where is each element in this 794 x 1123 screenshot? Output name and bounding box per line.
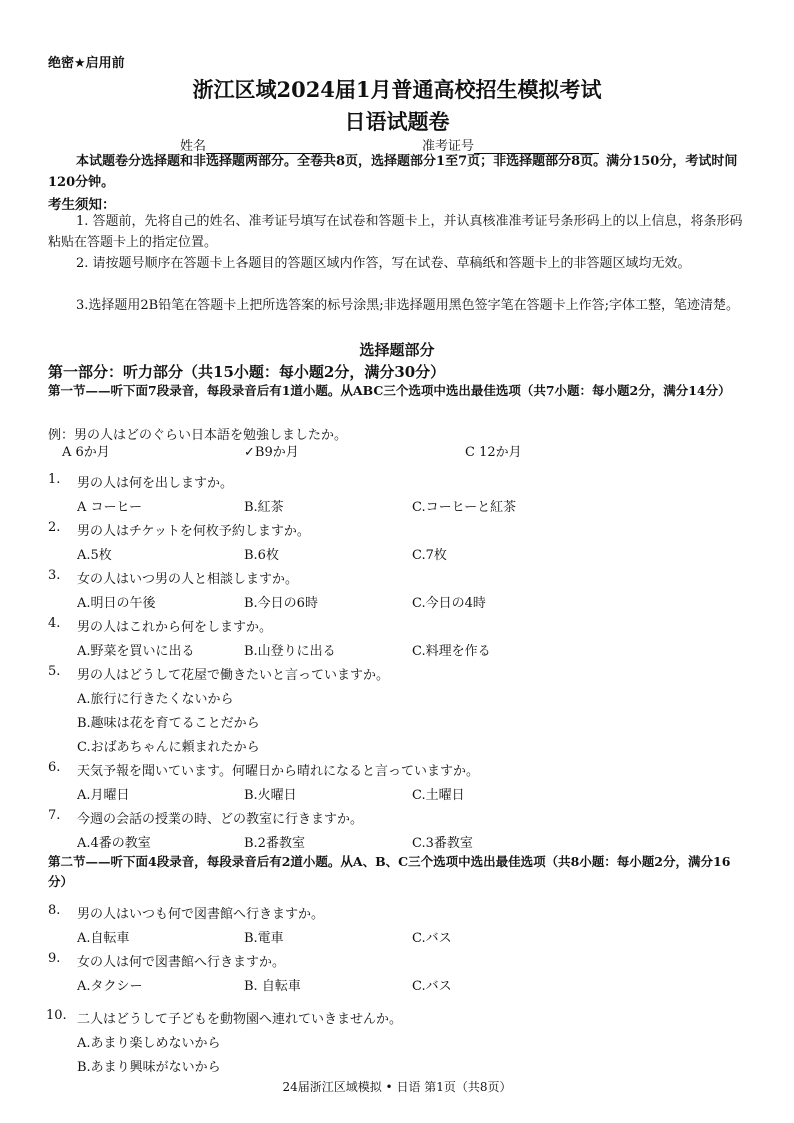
question-number: 1.	[48, 472, 61, 487]
answer-option: B.山登りに出る	[244, 644, 336, 659]
example-option: ✓B9か月	[244, 445, 299, 460]
answer-option: B.火曜日	[244, 788, 297, 803]
answer-option: A.タクシー	[77, 979, 143, 994]
answer-option: A.明日の午後	[77, 596, 156, 611]
answer-option: C.料理を作る	[412, 644, 491, 659]
question-text: 二人はどうして子どもを動物園へ連れていきませんか。	[77, 1012, 403, 1027]
answer-option: A.旅行に行きたくないから	[77, 692, 234, 707]
sec2-instruction: 第二节——听下面4段录音，每段录音后有2道小题。从A、B、C三个选项中选出最佳选项（共8小题：每小题2分，满分16分）	[48, 854, 731, 889]
question-number: 2.	[48, 520, 61, 535]
answer-option: C.おばあちゃんに頼まれたから	[77, 740, 260, 755]
question-text: 今週の会話の授業の時、どの教室に行きますか。	[77, 812, 364, 827]
answer-option: B.紅茶	[244, 500, 284, 515]
question-text: 天気予報を聞いています。何曜日から晴れになると言っていますか。	[77, 764, 479, 779]
answer-option: A.月曜日	[77, 788, 130, 803]
id-label: 准考证号	[422, 139, 475, 154]
answer-option: A.野菜を買いに出る	[77, 644, 195, 659]
answer-option: A.4番の教室	[77, 836, 151, 851]
question-number: 4.	[48, 616, 61, 631]
question-number: 7.	[48, 808, 61, 823]
question-number: 6.	[48, 760, 61, 775]
answer-option: B. 自転車	[244, 979, 301, 994]
question-text: 男の人はチケットを何枚予約しますか。	[77, 524, 310, 539]
question-number: 5.	[48, 664, 61, 679]
answer-option: C.7枚	[412, 548, 447, 563]
question-text: 男の人はどうして花屋で働きたいと言っていますか。	[77, 668, 390, 683]
question-number: 9.	[48, 951, 61, 966]
question-text: 男の人はこれから何をしますか。	[77, 620, 273, 635]
confidential-mark: 绝密★启用前	[48, 56, 125, 71]
answer-option: B.6枚	[244, 548, 279, 563]
question-number: 8.	[48, 903, 61, 918]
answer-option: B.2番教室	[244, 836, 305, 851]
example-option: C 12か月	[465, 445, 522, 460]
answer-option: C.コーヒーと紅茶	[412, 500, 517, 515]
exam-title: 浙江区域2024届1月普通高校招生模拟考试	[192, 77, 602, 102]
notice-item-2: 2. 请按题号顺序在答题卡上各题目的答题区域内作答，写在试卷、草稿纸和答题卡上的非答题区域均无效。	[76, 256, 691, 271]
example-option: A 6か月	[62, 445, 110, 460]
notice-item-1: 1. 答题前，先将自己的姓名、准考证号填写在试卷和答题卡上，并认真核准准考证号条形码上的以上信息，将条形码粘贴在答题卡上的指定位置。	[48, 214, 743, 250]
answer-option: B.電車	[244, 931, 284, 946]
answer-option: C.土曜日	[412, 788, 465, 803]
answer-option: B.趣味は花を育てることだから	[77, 716, 260, 731]
answer-option: A.あまり楽しめないから	[77, 1036, 221, 1051]
answer-option: C.バス	[412, 931, 452, 946]
notice-heading: 考生须知：	[48, 197, 116, 213]
answer-option: A.5枚	[77, 548, 112, 563]
question-text: 男の人はいつも何で図書館へ行きますか。	[77, 907, 325, 922]
answer-option: A コーヒー	[77, 500, 143, 515]
page-footer: 24届浙江区域模拟 • 日语 第1页（共8页）	[282, 1080, 512, 1094]
answer-option: B.あまり興味がないから	[77, 1060, 221, 1075]
answer-option: C.今日の4時	[412, 596, 486, 611]
notice-item-3: 3.选择题用2B铅笔在答题卡上把所选答案的标号涂黑;非选择题用黑色签字笔在答题卡上作答;字体工整，笔迹清楚。	[76, 298, 739, 313]
answer-option: A.自転車	[77, 931, 130, 946]
intro-text: 本试题卷分选择题和非选择题两部分。全卷共8页，选择题部分1至7页；非选择题部分8页。满分150分，考试时间120分钟。	[48, 154, 738, 190]
name-label: 姓名	[180, 139, 207, 154]
question-text: 男の人は何を出しますか。	[77, 476, 234, 491]
part1-title: 第一部分：听力部分（共15小题：每小题2分，满分30分）	[48, 363, 446, 381]
answer-option: C.3番教室	[412, 836, 473, 851]
question-number: 10.	[46, 1008, 67, 1023]
example-question: 例：男の人はどのぐらい日本語を勉強しましたか。	[48, 428, 348, 443]
sec1-instruction: 第一节——听下面7段录音，每段录音后有1道小题。从ABC三个选项中选出最佳选项（共7小题：每小题2分，满分14分）	[48, 383, 731, 398]
exam-subtitle: 日语试题卷	[344, 109, 450, 134]
question-text: 女の人は何で図書館へ行きますか。	[77, 955, 286, 970]
answer-option: C.バス	[412, 979, 452, 994]
section-title: 选择题部分	[359, 341, 435, 359]
question-text: 女の人はいつ男の人と相談しますか。	[77, 572, 299, 587]
answer-option: B.今日の6時	[244, 596, 318, 611]
question-number: 3.	[48, 568, 61, 583]
